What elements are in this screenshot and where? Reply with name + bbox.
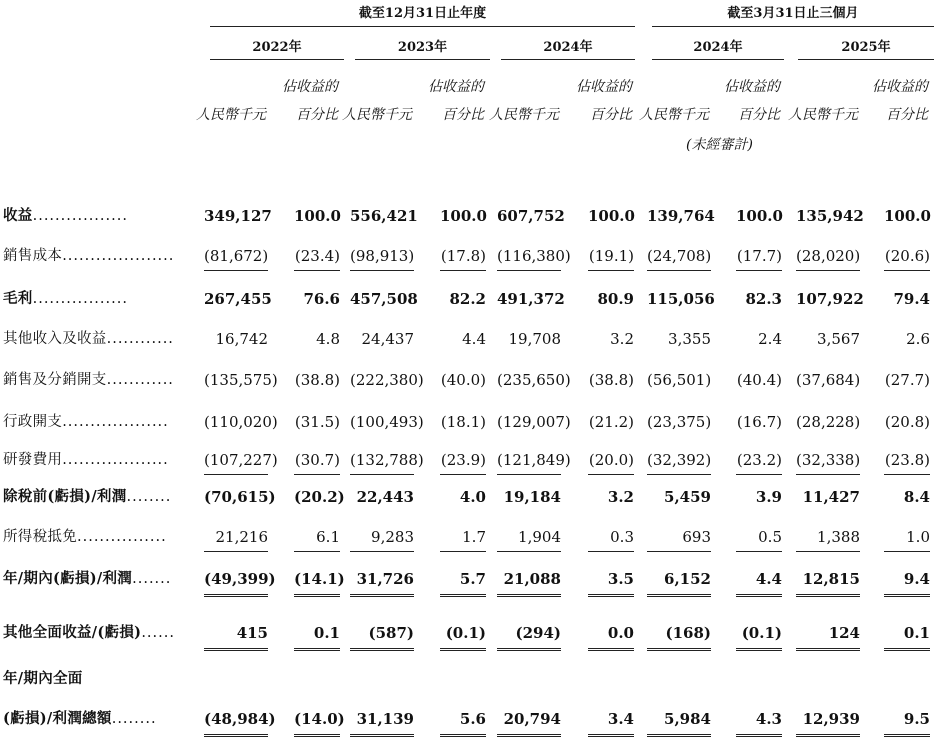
percent-cell: 4.4 xyxy=(736,566,782,597)
percent-cell: 2.6 xyxy=(906,330,930,348)
amount-cell: 607,752 xyxy=(497,207,565,225)
percent-cell: (14.1) xyxy=(294,566,340,597)
row-label-text: 銷售成本 xyxy=(3,248,63,264)
amount-cell: 6,152 xyxy=(647,566,711,597)
row-label-text: 除稅前(虧損)/利潤 xyxy=(3,488,127,505)
percent-cell: (17.7) xyxy=(736,243,782,271)
percent-cell: (20.0) xyxy=(588,447,634,475)
row-label-text: 年/期內全面 xyxy=(3,670,83,687)
year-header-2023: 2023年 xyxy=(397,40,448,55)
amount-cell: 11,427 xyxy=(802,488,860,506)
row-leader-dots: ............ xyxy=(106,372,174,388)
amount-cell: 139,764 xyxy=(647,207,715,225)
percent-cell: 6.1 xyxy=(294,524,340,552)
percent-cell: 100.0 xyxy=(884,207,931,225)
row-leader-dots: ................. xyxy=(32,208,128,224)
percent-cell: 76.6 xyxy=(303,290,340,308)
row-label-text: 其他收入及收益 xyxy=(3,331,107,347)
amount-cell: (56,501) xyxy=(647,371,712,389)
row-label-text: 所得稅抵免 xyxy=(3,529,77,545)
amount-cell: (24,708) xyxy=(647,243,711,271)
unit-label: 人民幣千元 xyxy=(342,107,412,123)
percent-cell: (20.8) xyxy=(884,413,930,431)
row-label xyxy=(3,367,174,393)
row-leader-dots: ....... xyxy=(132,571,172,587)
year-header-2024-q1: 2024年 xyxy=(693,40,743,55)
percent-cell: 79.4 xyxy=(893,290,930,308)
percent-cell: (21.2) xyxy=(588,413,634,431)
amount-cell: 9,283 xyxy=(350,524,414,552)
percent-cell: 3.2 xyxy=(607,488,634,506)
amount-cell: (110,020) xyxy=(204,413,278,431)
percent-cell: 3.9 xyxy=(755,488,782,506)
unit-label: 人民幣千元 xyxy=(639,107,709,123)
percent-cell: (20.2) xyxy=(294,488,345,506)
percent-cell: (16.7) xyxy=(736,413,782,431)
amount-cell: 3,355 xyxy=(668,330,711,348)
pct-label-line2: 百分比 xyxy=(590,107,632,123)
row-label-text: (虧損)/利潤總額 xyxy=(3,710,112,727)
row-label-text: 毛利 xyxy=(3,290,33,307)
percent-cell: 0.3 xyxy=(588,524,634,552)
amount-cell: 124 xyxy=(796,620,860,651)
pct-label-line2: 百分比 xyxy=(442,107,484,123)
amount-cell: (107,227) xyxy=(204,447,268,475)
percent-cell: 82.2 xyxy=(449,290,486,308)
amount-cell: 491,372 xyxy=(497,290,565,308)
pct-label-line1: 佔收益的 xyxy=(872,79,928,95)
percent-cell: 80.9 xyxy=(597,290,634,308)
amount-cell: 5,459 xyxy=(664,488,711,506)
amount-cell: 16,742 xyxy=(215,330,268,348)
percent-cell: (0.1) xyxy=(440,620,486,651)
row-label xyxy=(3,326,174,352)
percent-cell: 100.0 xyxy=(588,207,635,225)
amount-cell: 349,127 xyxy=(204,207,272,225)
percent-cell: (23.4) xyxy=(294,243,340,271)
amount-cell: 19,708 xyxy=(508,330,561,348)
percent-cell: (23.8) xyxy=(884,447,930,475)
row-label xyxy=(3,243,174,269)
amount-cell: 415 xyxy=(204,620,268,651)
percent-cell: 1.7 xyxy=(440,524,486,552)
percent-cell: 82.3 xyxy=(745,290,782,308)
amount-cell: 31,726 xyxy=(350,566,414,597)
percent-cell: (18.1) xyxy=(440,413,486,431)
amount-cell: (70,615) xyxy=(204,488,276,506)
row-label xyxy=(3,203,128,229)
amount-cell: (129,007) xyxy=(497,413,571,431)
amount-cell: 3,567 xyxy=(817,330,860,348)
pct-label-line1: 佔收益的 xyxy=(282,79,338,95)
row-label xyxy=(3,484,171,510)
percent-cell: 3.4 xyxy=(588,706,634,737)
amount-cell: 24,437 xyxy=(361,330,414,348)
pct-label-line2: 百分比 xyxy=(886,107,928,123)
amount-cell: 135,942 xyxy=(796,207,864,225)
percent-cell: 5.6 xyxy=(440,706,486,737)
group-header-annual-rule xyxy=(210,26,635,27)
percent-cell: 8.4 xyxy=(903,488,930,506)
amount-cell: (49,399) xyxy=(204,566,268,597)
amount-cell: (81,672) xyxy=(204,243,268,271)
percent-cell: 0.0 xyxy=(588,620,634,651)
amount-cell: 693 xyxy=(647,524,711,552)
percent-cell: (0.1) xyxy=(736,620,782,651)
percent-cell: 4.8 xyxy=(316,330,340,348)
amount-cell: (37,684) xyxy=(796,371,861,389)
percent-cell: 9.4 xyxy=(884,566,930,597)
percent-cell: 100.0 xyxy=(736,207,783,225)
percent-cell: 1.0 xyxy=(884,524,930,552)
percent-cell: 9.5 xyxy=(884,706,930,737)
amount-cell: 5,984 xyxy=(647,706,711,737)
row-label xyxy=(3,566,171,592)
year-rule-2024 xyxy=(501,59,635,60)
row-leader-dots: ........ xyxy=(126,489,172,505)
amount-cell: 107,922 xyxy=(796,290,864,308)
amount-cell: (222,380) xyxy=(350,371,424,389)
amount-cell: 457,508 xyxy=(350,290,418,308)
group-header-annual: 截至12月31日止年度 xyxy=(358,6,487,21)
amount-cell: 21,088 xyxy=(497,566,561,597)
row-label xyxy=(3,286,128,312)
unit-label: 人民幣千元 xyxy=(489,107,559,123)
unit-label: 人民幣千元 xyxy=(196,107,266,123)
year-rule-2023 xyxy=(355,59,490,60)
row-leader-dots: ................ xyxy=(77,529,167,545)
amount-cell: (100,493) xyxy=(350,413,424,431)
percent-cell: 0.1 xyxy=(294,620,340,651)
group-header-quarterly: 截至3月31日止三個月 xyxy=(727,6,859,21)
percent-cell: 5.7 xyxy=(440,566,486,597)
amount-cell: (48,984) xyxy=(204,706,268,737)
amount-cell: (32,392) xyxy=(647,447,711,475)
amount-cell: 12,939 xyxy=(796,706,860,737)
percent-cell: 0.5 xyxy=(736,524,782,552)
unaudited-note: (未經審計) xyxy=(686,137,753,153)
amount-cell: 21,216 xyxy=(204,524,268,552)
pct-label-line2: 百分比 xyxy=(738,107,780,123)
percent-cell: (30.7) xyxy=(294,447,340,475)
row-leader-dots: ........ xyxy=(111,711,157,727)
amount-cell: 19,184 xyxy=(503,488,561,506)
row-label-text: 行政開支 xyxy=(3,414,63,430)
row-label xyxy=(3,447,169,473)
amount-cell: (28,020) xyxy=(796,243,860,271)
year-header-2022: 2022年 xyxy=(252,40,302,55)
percent-cell: (23.9) xyxy=(440,447,486,475)
percent-cell: 0.1 xyxy=(884,620,930,651)
percent-cell: 4.0 xyxy=(459,488,486,506)
year-rule-2025-q1 xyxy=(798,59,934,60)
amount-cell: (132,788) xyxy=(350,447,414,475)
row-label xyxy=(3,409,169,435)
amount-cell: (168) xyxy=(647,620,711,651)
amount-cell: 22,443 xyxy=(356,488,414,506)
percent-cell: 4.3 xyxy=(736,706,782,737)
amount-cell: (98,913) xyxy=(350,243,414,271)
row-leader-dots: ................. xyxy=(32,291,128,307)
percent-cell: (17.8) xyxy=(440,243,486,271)
amount-cell: 1,904 xyxy=(497,524,561,552)
amount-cell: 556,421 xyxy=(350,207,418,225)
row-leader-dots: ............ xyxy=(106,331,174,347)
amount-cell: 267,455 xyxy=(204,290,272,308)
row-leader-dots: ................... xyxy=(62,452,169,468)
percent-cell: 3.2 xyxy=(610,330,634,348)
row-label xyxy=(3,666,83,692)
pct-label-line1: 佔收益的 xyxy=(428,79,484,95)
amount-cell: (135,575) xyxy=(204,371,278,389)
row-label-text: 年/期內(虧損)/利潤 xyxy=(3,570,133,587)
row-label-text: 其他全面收益/(虧損) xyxy=(3,624,142,641)
amount-cell: (121,849) xyxy=(497,447,561,475)
row-leader-dots: ...... xyxy=(141,625,175,641)
row-label xyxy=(3,620,175,646)
row-label-text: 銷售及分銷開支 xyxy=(3,372,107,388)
percent-cell: 100.0 xyxy=(294,207,341,225)
pct-label-line1: 佔收益的 xyxy=(724,79,780,95)
percent-cell: (38.8) xyxy=(588,371,634,389)
percent-cell: (40.0) xyxy=(440,371,486,389)
row-label-text: 收益 xyxy=(3,207,33,224)
year-header-2024: 2024年 xyxy=(543,40,593,55)
percent-cell: 100.0 xyxy=(440,207,487,225)
year-rule-2022 xyxy=(210,59,344,60)
amount-cell: 1,388 xyxy=(796,524,860,552)
amount-cell: 20,794 xyxy=(497,706,561,737)
year-rule-2024-q1 xyxy=(652,59,784,60)
year-header-2025-q1: 2025年 xyxy=(841,40,891,55)
row-label-text: 研發費用 xyxy=(3,452,63,468)
row-leader-dots: .................... xyxy=(62,248,175,264)
amount-cell: (23,375) xyxy=(647,413,712,431)
percent-cell: (20.6) xyxy=(884,243,930,271)
amount-cell: 115,056 xyxy=(647,290,715,308)
amount-cell: (294) xyxy=(497,620,561,651)
row-label xyxy=(3,706,157,732)
amount-cell: 12,815 xyxy=(796,566,860,597)
amount-cell: (28,228) xyxy=(796,413,861,431)
amount-cell: 31,139 xyxy=(350,706,414,737)
percent-cell: (23.2) xyxy=(736,447,782,475)
percent-cell: (38.8) xyxy=(294,371,340,389)
amount-cell: (587) xyxy=(350,620,414,651)
percent-cell: 3.5 xyxy=(588,566,634,597)
row-label xyxy=(3,524,167,550)
amount-cell: (235,650) xyxy=(497,371,571,389)
percent-cell: (19.1) xyxy=(588,243,634,271)
percent-cell: (31.5) xyxy=(294,413,340,431)
amount-cell: (32,338) xyxy=(796,447,860,475)
percent-cell: (40.4) xyxy=(736,371,782,389)
percent-cell: 2.4 xyxy=(758,330,782,348)
percent-cell: (14.0) xyxy=(294,706,340,737)
percent-cell: (27.7) xyxy=(884,371,930,389)
amount-cell: (116,380) xyxy=(497,243,561,271)
unit-label: 人民幣千元 xyxy=(788,107,858,123)
pct-label-line2: 百分比 xyxy=(296,107,338,123)
percent-cell: 4.4 xyxy=(462,330,486,348)
pct-label-line1: 佔收益的 xyxy=(576,79,632,95)
group-header-quarterly-rule xyxy=(652,26,934,27)
row-leader-dots: ................... xyxy=(62,414,169,430)
